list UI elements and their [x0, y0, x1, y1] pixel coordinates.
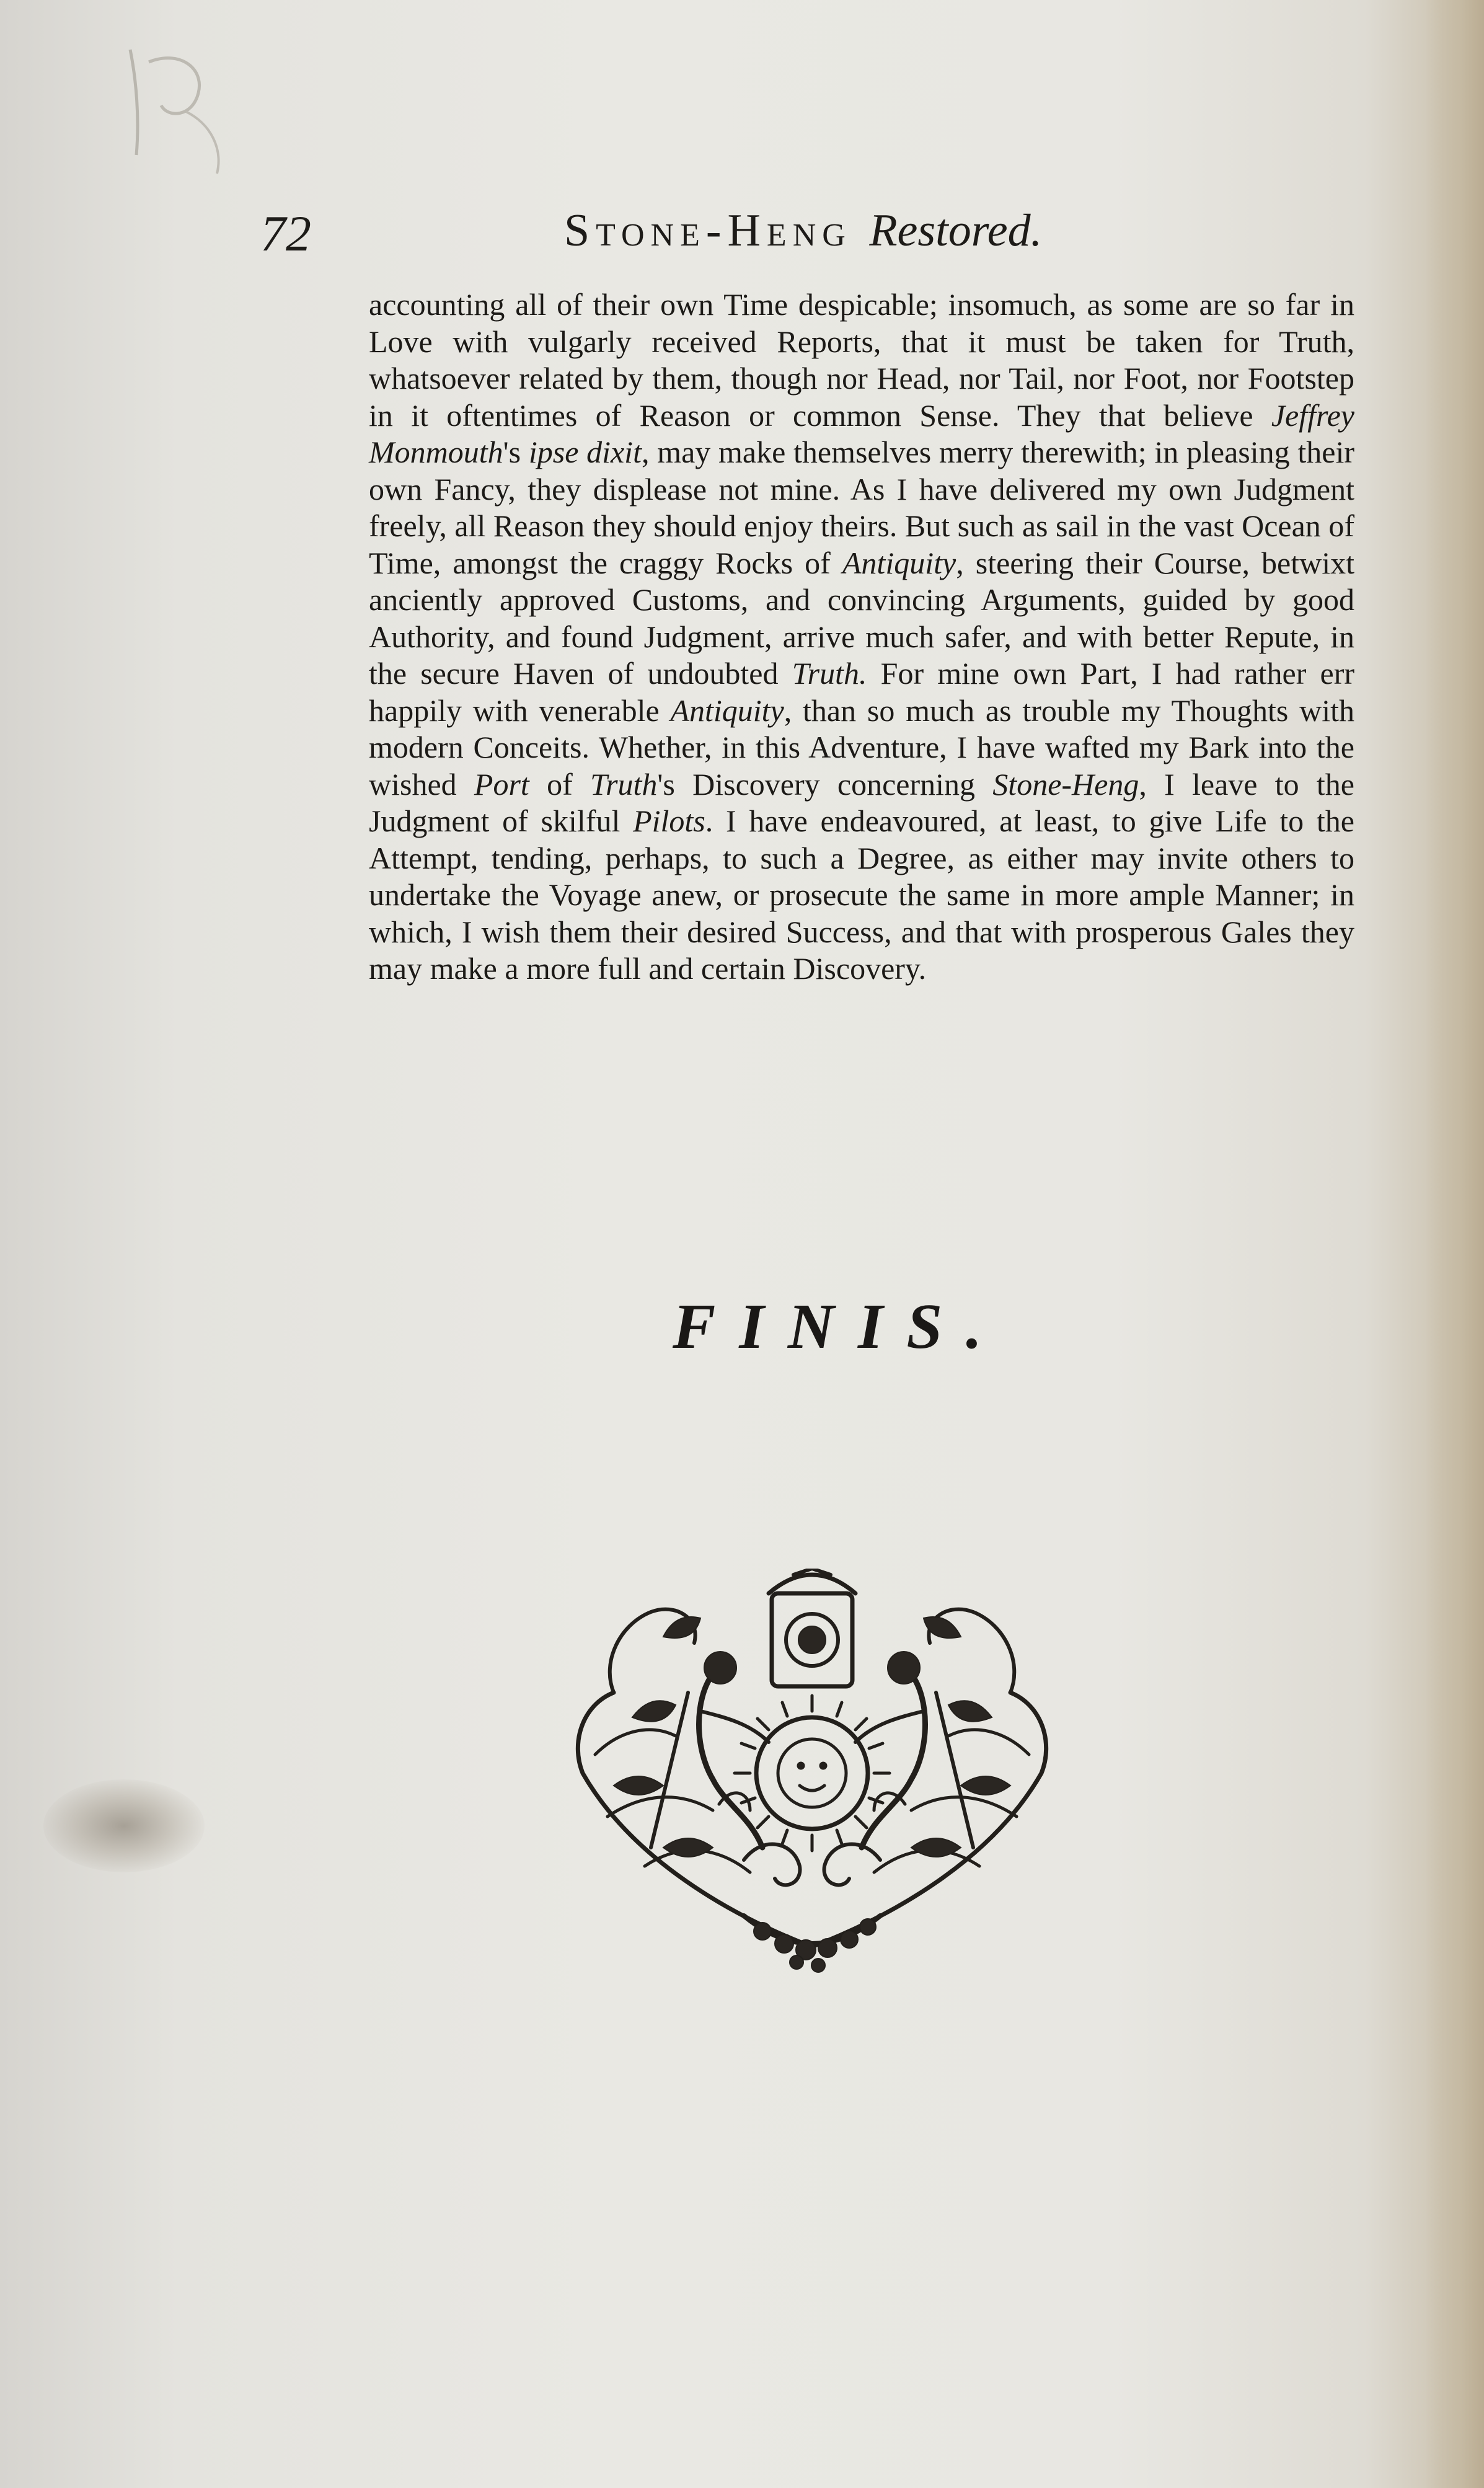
text-run: , steering their Course, betwixt anciently approved Customs, and convincing Arguments, guided by good Authority, and found Judgment, arrive much safer, and with better Repute, in the secure Haven of undoubted	[369, 545, 1355, 691]
engraved-tailpiece-ornament-icon	[558, 1569, 1066, 1978]
running-title	[564, 205, 1042, 257]
running-title-italic: Restored.	[869, 205, 1043, 256]
finis-heading: FINIS.	[673, 1291, 1006, 1362]
text-run: of	[529, 766, 591, 802]
paragraph	[369, 286, 1354, 988]
running-title-caps: Stone-Heng	[564, 205, 852, 256]
text-run: accounting all of their own Time despicable; insomuch, as some are so far in Love with vulgarly received Reports, that it must be taken for Truth, whatsoever related by them, though nor Head, nor Tail, nor Foot, nor Footstep in it oftentimes of Reason or common Sense. They that believe	[369, 287, 1354, 433]
italic-word: Port	[474, 766, 529, 802]
text-run: 's Discovery concerning	[657, 766, 993, 802]
italic-name: Jeffrey Monmouth	[369, 397, 1354, 469]
italic-word: Stone-Heng	[992, 766, 1139, 802]
italic-word: Pilots	[633, 804, 705, 838]
text-run: , may make themselves merry therewith; in pleasing their own Fancy, they displease not mine. As I have delivered my own Judgment freely, all Reason they should enjoy theirs. But such as sail in the vast Ocean of Time, amongst the craggy Rocks of	[369, 435, 1354, 580]
text-run: For mine own Part, I had rather err happily with venerable	[369, 656, 1355, 728]
pencil-shelfmark-mark	[93, 25, 254, 186]
paper-stain	[43, 1779, 205, 1872]
italic-word: Antiquity	[670, 693, 784, 728]
italic-word: Truth	[590, 766, 658, 802]
italic-phrase: ipse dixit	[528, 435, 642, 469]
text-run: . I have endeavoured, at least, to give Life to the Attempt, tending, perhaps, to such a Degree, as either may invite others to undertake the Voyage anew, or prosecute the same in more ample Manner; in which, I wish them their desired Success, and that with prosperous Gales they may make a more full and certain Discovery.	[369, 804, 1354, 986]
text-run: 's	[503, 435, 529, 469]
italic-word: Antiquity	[842, 545, 956, 580]
body-paragraph	[369, 286, 1354, 988]
text-run: , I leave to the Judgment of skilful	[369, 766, 1354, 838]
text-run: , than so much as trouble my Thoughts with modern Conceits. Whether, in this Adventure, I have wafted my Bark into the wished	[369, 693, 1354, 802]
page-edge-shadow	[1425, 0, 1484, 2488]
running-header	[260, 205, 1351, 273]
page-number: 72	[260, 205, 311, 262]
italic-word: Truth.	[792, 656, 867, 691]
